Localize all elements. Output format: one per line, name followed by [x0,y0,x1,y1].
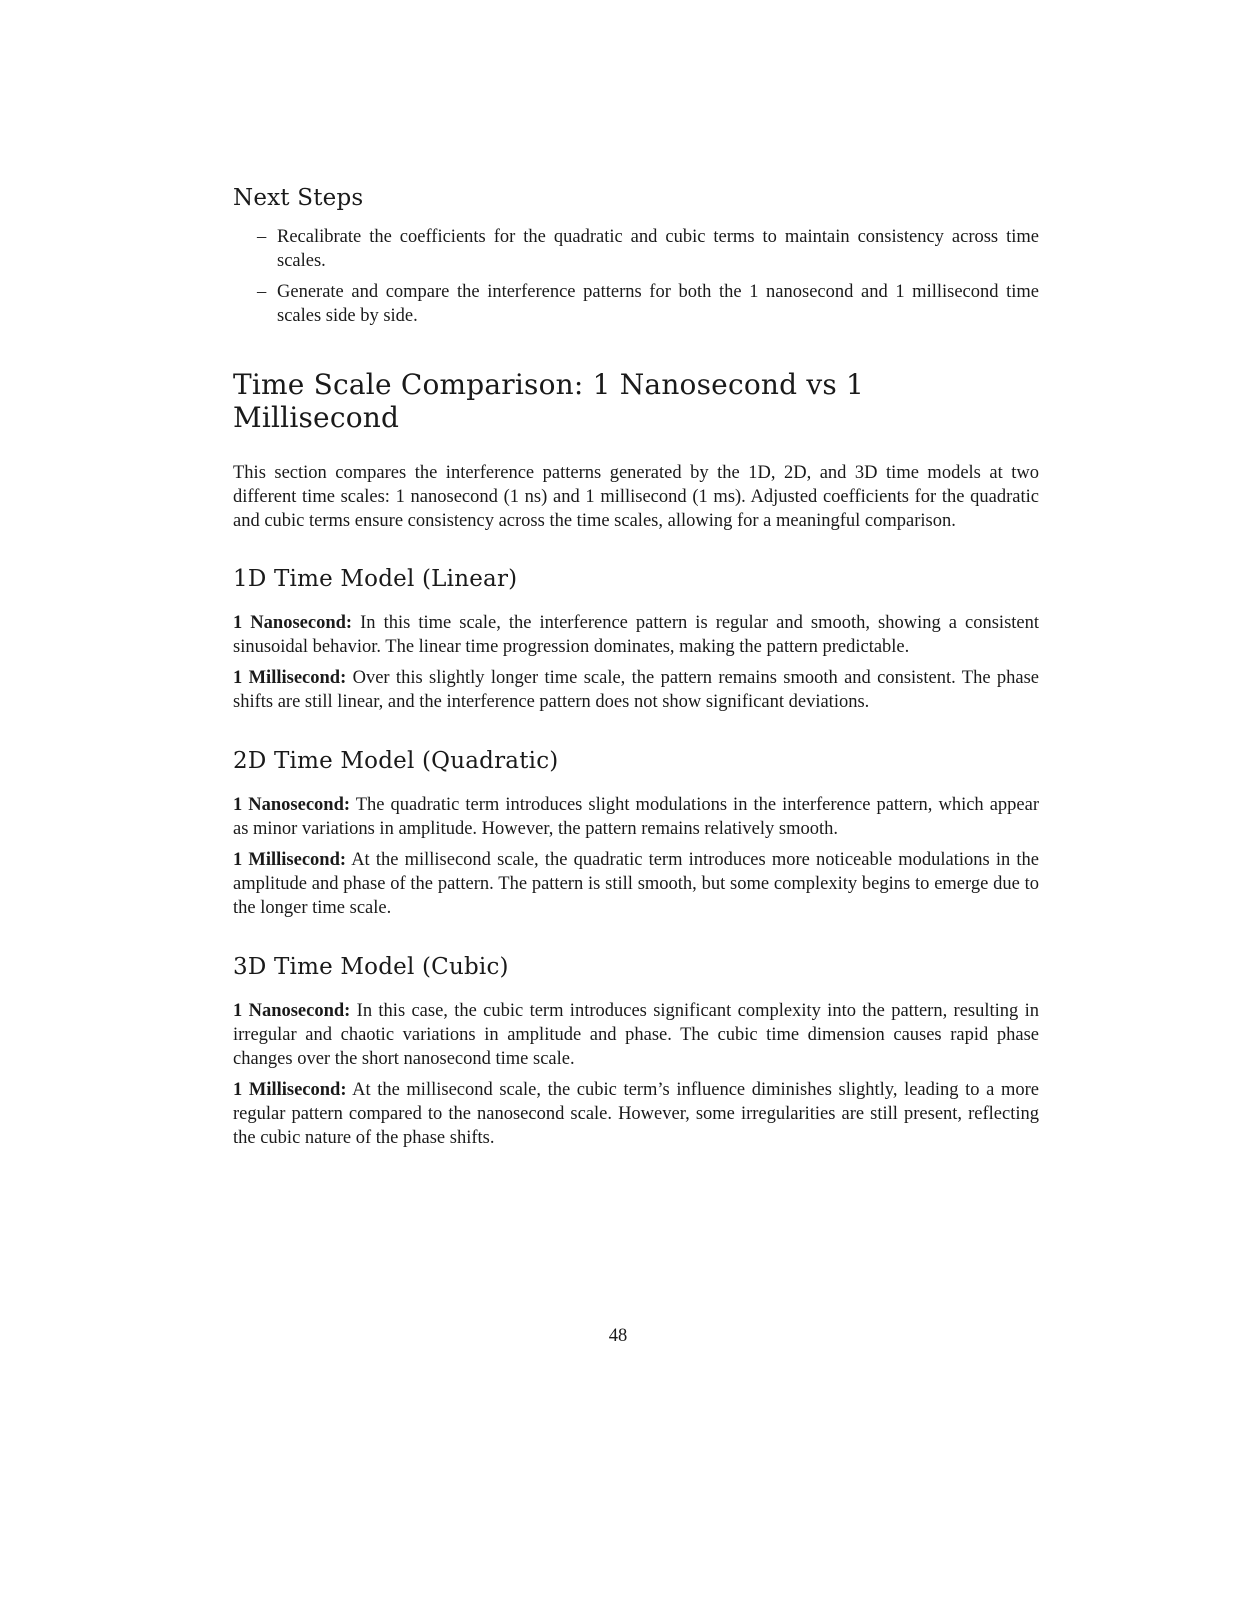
list-item [233,225,1039,273]
list-item-text: Generate and compare the interference patterns for both the 1 nanosecond and 1 millisecond time scales side by side. [277,282,1039,326]
next-steps-list [233,225,1039,328]
list-item-text: Recalibrate the coefficients for the quadratic and cubic terms to maintain consistency across time scales. [277,227,1039,271]
model-2d-ns-paragraph [233,793,1039,841]
ms-label: 1 Millisecond: [233,668,347,688]
next-steps-heading: Next Steps [233,185,364,211]
model-3d-ns-paragraph [233,999,1039,1071]
ns-text: The quadratic term introduces slight modulations in the interference pattern, which appear as minor variations in amplitude. However, the pattern remains relatively smooth. [233,795,1039,839]
model-1d-ms-paragraph [233,666,1039,714]
list-item [233,280,1039,328]
dash-bullet: – [257,227,267,247]
ns-text: In this time scale, the interference pattern is regular and smooth, showing a consistent sinusoidal behavior. The linear time progression dominates, making the pattern predictable. [233,613,1040,657]
model-1d-ns-paragraph [233,611,1039,659]
ms-text: At the millisecond scale, the cubic term’s influence diminishes slightly, leading to a more regular pattern compared to the nanosecond scale. However, some irregularities are still present, reflecting the cubic nature of the phase shifts. [233,1080,1039,1148]
page-content [233,185,1039,1150]
ns-label: 1 Nanosecond: [233,1001,351,1021]
ns-label: 1 Nanosecond: [233,613,353,633]
ms-label: 1 Millisecond: [233,850,347,870]
ms-label: 1 Millisecond: [233,1080,347,1100]
model-1d-heading: 1D Time Model (Linear) [233,566,518,592]
model-3d-ms-paragraph [233,1078,1039,1150]
section-title: Time Scale Comparison: 1 Nanosecond vs 1 Millisecond [233,368,865,434]
ns-text: In this case, the cubic term introduces significant complexity into the pattern, resulting in irregular and chaotic variations in amplitude and phase. The cubic time dimension causes rapid phase changes over the short nanosecond time scale. [233,1001,1039,1069]
dash-bullet: – [257,282,267,302]
model-2d-heading: 2D Time Model (Quadratic) [233,748,559,774]
model-3d-heading: 3D Time Model (Cubic) [233,954,509,980]
ms-text: Over this slightly longer time scale, the pattern remains smooth and consistent. The phase shifts are still linear, and the interference pattern does not show significant deviations. [233,668,1039,712]
page-number: 48 [608,1326,628,1346]
model-2d-ms-paragraph [233,848,1039,920]
ms-text: At the millisecond scale, the quadratic term introduces more noticeable modulations in the amplitude and phase of the pattern. The pattern is still smooth, but some complexity begins to emerge due to the longer time scale. [233,850,1039,918]
ns-label: 1 Nanosecond: [233,795,351,815]
intro-paragraph: This section compares the interference patterns generated by the 1D, 2D, and 3D time models at two different time scales: 1 nanosecond (1 ns) and 1 millisecond (1 ms). Adjusted coefficients for the quadratic and cubic terms ensure consistency across the time scales, allowing for a meaningful comparison. [233,463,1039,531]
